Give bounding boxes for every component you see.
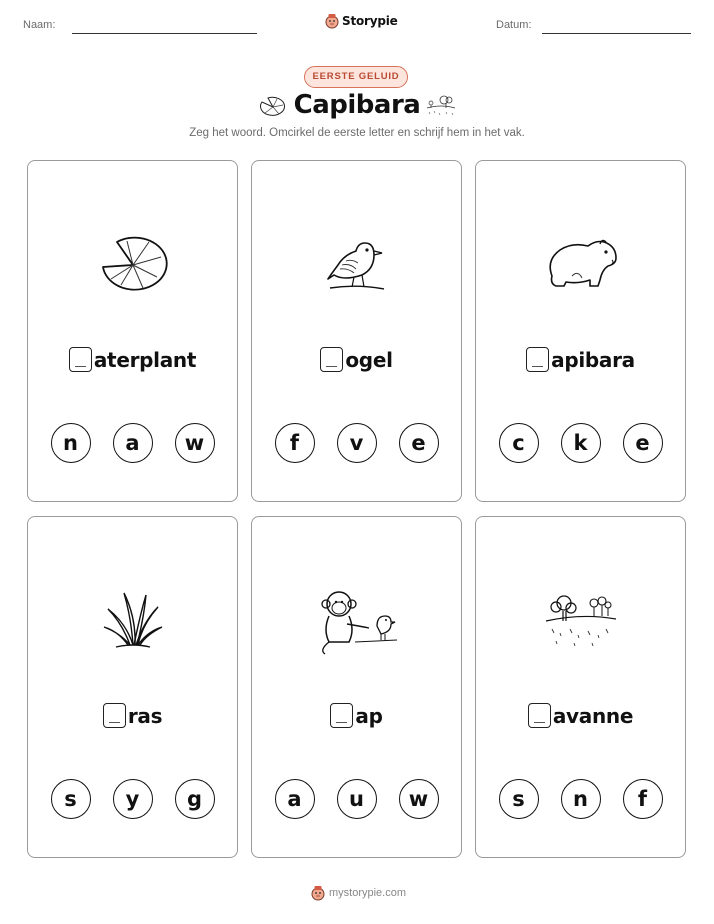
letter-choice[interactable]: a xyxy=(113,423,153,463)
word-card xyxy=(27,160,238,502)
footer-url[interactable]: mystorypie.com xyxy=(329,887,407,899)
capybara-mascot-icon xyxy=(325,13,339,29)
word-remainder: avanne xyxy=(552,703,634,728)
letter-choice[interactable]: s xyxy=(499,779,539,819)
savanna-tree-icon xyxy=(424,94,458,120)
answer-box[interactable] xyxy=(69,347,92,372)
brand-logo xyxy=(325,13,398,29)
letter-choice[interactable]: a xyxy=(275,779,315,819)
letter-choice[interactable]: f xyxy=(275,423,315,463)
answer-box[interactable] xyxy=(103,703,126,728)
word-card xyxy=(27,516,238,858)
name-label: Naam: xyxy=(23,19,56,31)
letter-choice[interactable]: k xyxy=(561,423,601,463)
category-badge: EERSTE GELUID xyxy=(304,66,408,88)
word-card xyxy=(251,516,462,858)
word-card xyxy=(475,516,686,858)
letter-choice[interactable]: y xyxy=(113,779,153,819)
date-line[interactable] xyxy=(542,33,691,34)
bird-icon xyxy=(322,233,392,295)
word-remainder: ras xyxy=(127,703,163,728)
water-lily-icon xyxy=(97,233,169,295)
capybara-mascot-icon xyxy=(311,885,325,901)
capybara-icon xyxy=(542,236,620,292)
brand-name: Storypie xyxy=(342,14,398,28)
letter-choice[interactable]: n xyxy=(561,779,601,819)
word-card xyxy=(251,160,462,502)
name-line[interactable] xyxy=(72,33,257,34)
letter-choice[interactable]: u xyxy=(337,779,377,819)
letter-choice[interactable]: n xyxy=(51,423,91,463)
savanna-icon xyxy=(542,589,620,651)
word-remainder: ogel xyxy=(345,347,393,372)
page-title: Capibara xyxy=(293,90,421,120)
letter-choice[interactable]: e xyxy=(399,423,439,463)
word-remainder: ap xyxy=(355,703,383,728)
letter-choice[interactable]: w xyxy=(175,423,215,463)
grass-icon xyxy=(100,587,166,653)
letter-choice[interactable]: g xyxy=(175,779,215,819)
letter-choice[interactable]: w xyxy=(399,779,439,819)
date-label: Datum: xyxy=(496,19,532,31)
answer-box[interactable] xyxy=(330,703,353,728)
monkey-icon xyxy=(315,584,399,656)
instruction-text: Zeg het woord. Omcirkel de eerste letter en schrijf hem in het vak. xyxy=(189,127,525,139)
letter-choice[interactable]: e xyxy=(623,423,663,463)
letter-choice[interactable]: s xyxy=(51,779,91,819)
letter-choice[interactable]: f xyxy=(623,779,663,819)
answer-box[interactable] xyxy=(528,703,551,728)
footer xyxy=(311,885,406,901)
letter-choice[interactable]: c xyxy=(499,423,539,463)
answer-box[interactable] xyxy=(320,347,343,372)
word-remainder: apibara xyxy=(551,347,635,372)
word-remainder: aterplant xyxy=(93,347,197,372)
letter-choice[interactable]: v xyxy=(337,423,377,463)
word-card xyxy=(475,160,686,502)
answer-box[interactable] xyxy=(526,347,549,372)
